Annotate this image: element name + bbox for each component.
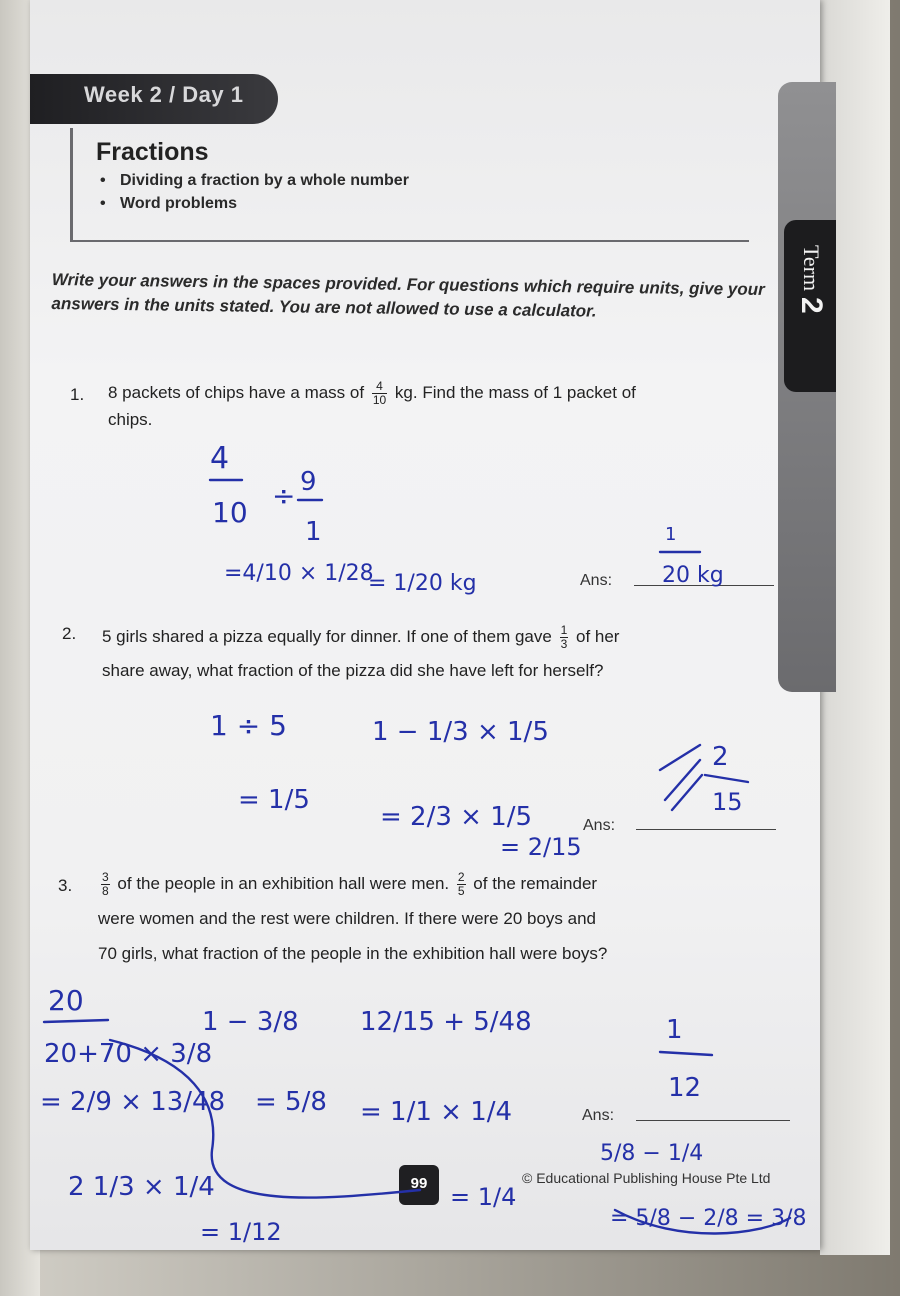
fraction-denominator: 5 [457, 884, 465, 899]
question-text: of her [575, 627, 620, 646]
handwritten-digit: 20 [48, 984, 84, 1017]
fraction [372, 380, 387, 407]
term-number: 2 [795, 296, 828, 314]
topic-bullets [100, 172, 409, 218]
term-word: Term [799, 245, 824, 292]
fraction [560, 624, 569, 651]
answer-line[interactable] [636, 1120, 790, 1121]
question-text: 5 girls shared a pizza equally for dinner. If one of them gave [102, 627, 552, 646]
question-text: of the remainder [473, 874, 598, 893]
answer-line[interactable] [634, 585, 774, 586]
handwritten-expression: = 1/20 kg [368, 571, 477, 596]
answer-line[interactable] [636, 829, 776, 830]
handwritten-expression: 5/8 − 1/4 [600, 1141, 704, 1166]
question-text: of the people in an exhibition hall were men. [117, 874, 450, 893]
handwritten-digit: 9 [300, 467, 317, 497]
answer-label: Ans: [580, 572, 613, 589]
handwritten-expression: 20+70 × 3/8 [44, 1039, 213, 1069]
term-label [791, 245, 831, 365]
handwritten-answer: 20 kg [662, 563, 724, 588]
question-1 [108, 380, 788, 433]
handwritten-expression: 12/15 + 5/48 [360, 1007, 532, 1037]
handwritten-expression: = 1/12 [200, 1218, 282, 1246]
topic-bullet: • Word problems [100, 195, 409, 218]
answer-label: Ans: [583, 817, 616, 834]
fraction-numerator: 2 [457, 870, 465, 885]
handwritten-symbol: ÷ [272, 479, 296, 512]
question-text: were women and the rest were children. If there were 20 boys and [98, 909, 596, 928]
handwritten-digit: 2 [712, 742, 729, 772]
week-label: Week 2 / Day 1 [84, 82, 244, 107]
handwritten-digit: 1 [665, 524, 677, 545]
handwritten-expression: = 2/9 × 13/48 [40, 1087, 226, 1117]
topic-bullet: • Dividing a fraction by a whole number [100, 172, 409, 195]
fraction-denominator: 3 [560, 637, 568, 652]
handwritten-expression: = 5/8 [255, 1087, 327, 1117]
handwritten-answer: 12 [668, 1073, 702, 1103]
fraction-denominator: 8 [102, 884, 109, 899]
page-number: 99 [410, 1175, 428, 1192]
question-number: 3. [58, 876, 73, 895]
instructions: Write your answers in the spaces provided. For questions which require units, give your answers in the units stated. You are not allowed to use a calculator. [51, 269, 765, 321]
handwritten-expression: = 1/4 [450, 1183, 517, 1211]
question-3 [98, 866, 798, 971]
handwritten-digit: 10 [212, 496, 248, 529]
question-text: 8 packets of chips have a mass of [108, 383, 365, 402]
handwritten-expression: = 2/15 [500, 833, 582, 861]
question-number: 1. [70, 385, 85, 404]
handwritten-expression: 1 − 3/8 [202, 1007, 299, 1037]
question-text: kg. Find the mass of 1 packet of [394, 383, 636, 402]
handwritten-expression: = 1/1 × 1/4 [360, 1097, 513, 1127]
handwritten-expression: =4/10 × 1/28 [224, 561, 374, 586]
question-2 [102, 620, 792, 688]
question-text: share away, what fraction of the pizza did she have left for herself? [102, 661, 604, 680]
topic-title: Fractions [96, 138, 209, 166]
fraction-denominator: 10 [372, 393, 387, 408]
question-text: chips. [108, 410, 153, 430]
handwritten-expression: = 5/8 − 2/8 = 3/8 [610, 1206, 807, 1231]
handwritten-expression: 1 − 1/3 × 1/5 [372, 717, 549, 747]
question-number: 2. [62, 624, 77, 643]
handwritten-digit: 1 [666, 1015, 683, 1045]
fraction-numerator: 4 [376, 379, 383, 394]
handwritten-expression: 1 ÷ 5 [210, 709, 287, 742]
handwritten-answer: 15 [712, 788, 743, 816]
answer-label: Ans: [582, 1107, 615, 1124]
handwritten-digit: 4 [210, 441, 230, 476]
handwritten-expression: 2 1/3 × 1/4 [68, 1172, 215, 1202]
fraction-numerator: 1 [560, 623, 568, 638]
fraction [457, 871, 466, 898]
fraction [101, 871, 110, 898]
handwritten-digit: 1 [305, 517, 322, 547]
question-text: 70 girls, what fraction of the people in the exhibition hall were boys? [98, 944, 608, 963]
handwritten-expression: = 2/3 × 1/5 [380, 802, 533, 832]
handwritten-expression: = 1/5 [238, 785, 310, 815]
fraction-numerator: 3 [102, 870, 109, 885]
copyright: © Educational Publishing House Pte Ltd [522, 1170, 771, 1186]
